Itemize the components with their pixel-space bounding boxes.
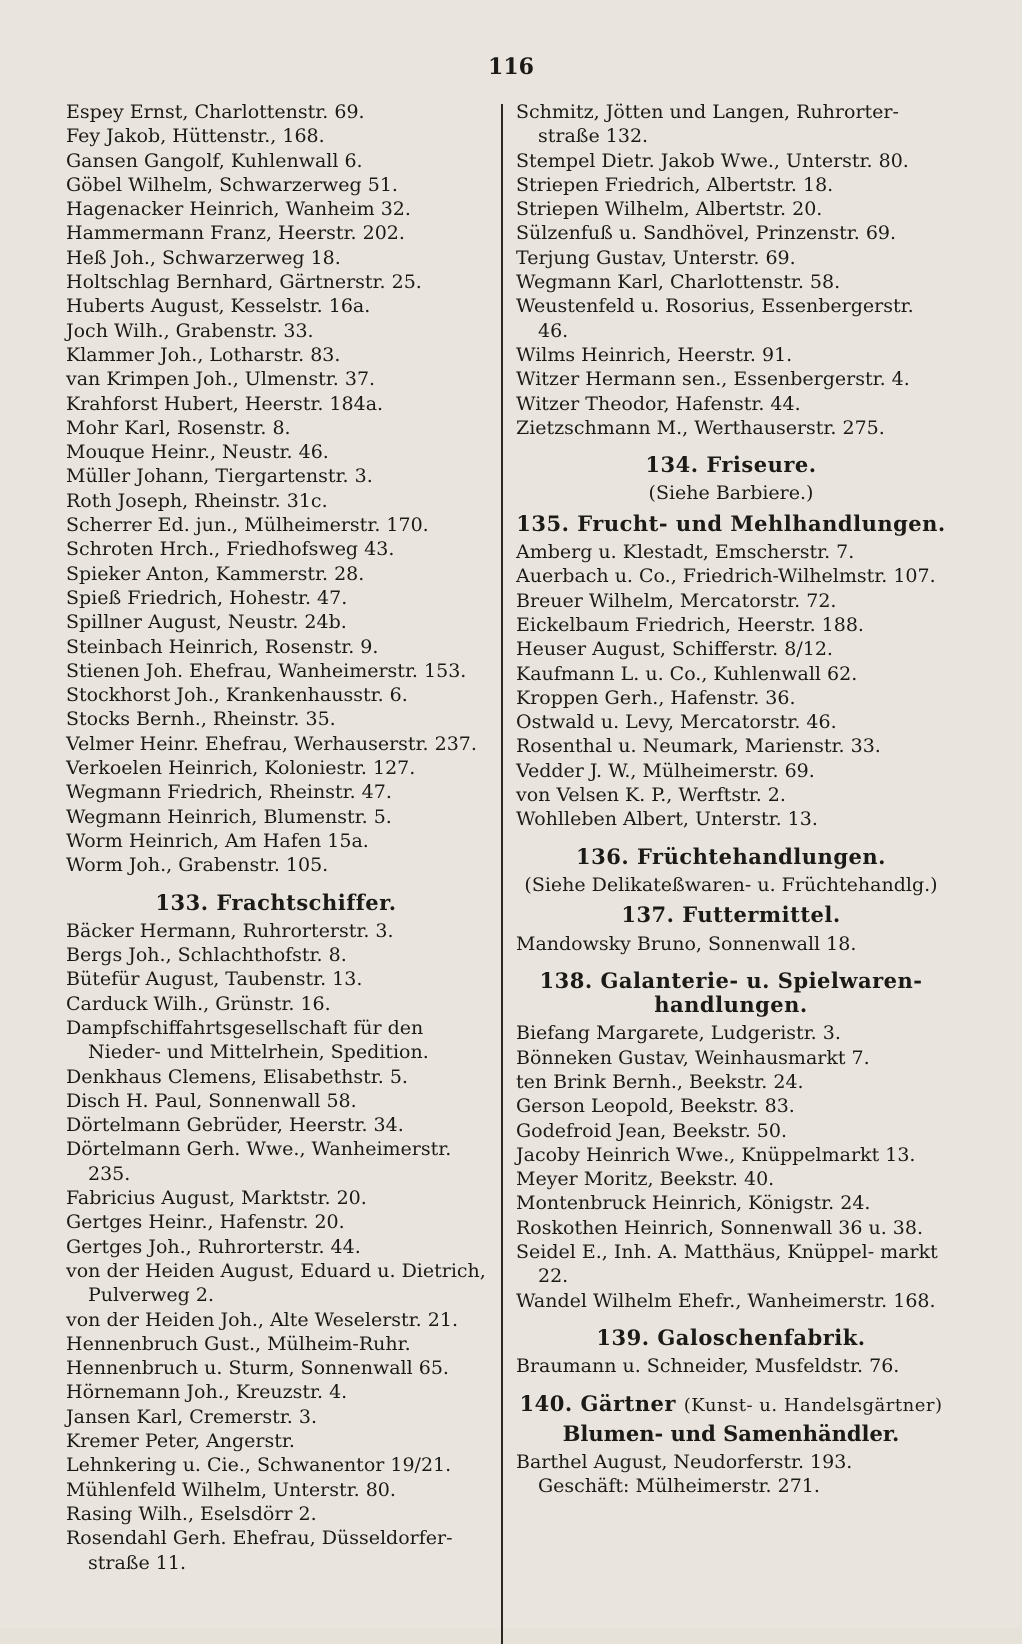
- section-137-list: [516, 932, 946, 956]
- directory-entry: Hammermann Franz, Heerstr. 202.: [66, 222, 405, 245]
- directory-entry: Kroppen Gerh., Hafenstr. 36.: [516, 686, 796, 709]
- directory-entry: Disch H. Paul, Sonnenwall 58.: [66, 1089, 357, 1112]
- directory-entry: Witzer Hermann sen., Essenbergerstr. 4.: [516, 368, 910, 391]
- directory-entry: ten Brink Bernh., Beekstr. 24.: [516, 1070, 804, 1093]
- directory-entry: Fabricius August, Marktstr. 20.: [66, 1187, 367, 1210]
- directory-entry: Seidel E., Inh. A. Matthäus, Knüppel- markt 22.: [516, 1241, 938, 1288]
- directory-entry: Weustenfeld u. Rosorius, Essenbergerstr. 46.: [516, 295, 914, 342]
- directory-entry: Göbel Wilhelm, Schwarzerweg 51.: [66, 173, 398, 196]
- directory-entry: Wegmann Friedrich, Rheinstr. 47.: [66, 781, 392, 804]
- directory-entry: Schroten Hrch., Friedhofsweg 43.: [66, 538, 395, 561]
- directory-entry: Bönneken Gustav, Weinhausmarkt 7.: [516, 1046, 870, 1069]
- directory-entry: Krahforst Hubert, Heerstr. 184a.: [66, 392, 384, 415]
- directory-entry: Bütefür August, Taubenstr. 13.: [66, 968, 363, 991]
- directory-entry: von Velsen K. P., Werftstr. 2.: [516, 784, 786, 807]
- directory-entry: Worm Heinrich, Am Hafen 15a.: [66, 829, 369, 852]
- section-135-title: 135. Frucht- und Mehlhandlungen.: [516, 510, 946, 536]
- directory-entry: Schmitz, Jötten und Langen, Ruhrorter- straße 132.: [516, 101, 899, 148]
- directory-entry: Rasing Wilh., Eselsdörr 2.: [66, 1502, 317, 1525]
- directory-entry: Lehnkering u. Cie., Schwanentor 19/21.: [66, 1454, 452, 1477]
- directory-entry: Stocks Bernh., Rheinstr. 35.: [66, 708, 336, 731]
- section-134-title: 134. Friseure.: [645, 452, 817, 478]
- section-140-title: [516, 1392, 946, 1418]
- directory-entry: Mandowsky Bruno, Sonnenwall 18.: [516, 932, 857, 955]
- section-136-note: (Siehe Delikateßwaren- u. Früchtehandlg.): [524, 873, 938, 896]
- section-136-title: 136. Früchtehandlungen.: [576, 843, 886, 869]
- directory-entry: Striepen Friedrich, Albertstr. 18.: [516, 173, 834, 196]
- directory-entry: Spillner August, Neustr. 24b.: [66, 611, 347, 634]
- directory-entry: Gansen Gangolf, Kuhlenwall 6.: [66, 149, 363, 172]
- section-140-subtitle: Blumen- und Samenhändler.: [562, 1420, 900, 1446]
- section-133-list: [66, 919, 486, 1575]
- directory-entry: Striepen Wilhelm, Albertstr. 20.: [516, 198, 823, 221]
- directory-entry: Denkhaus Clemens, Elisabethstr. 5.: [66, 1065, 408, 1088]
- section-139-list: [516, 1354, 946, 1378]
- section-137-title: 137. Futtermittel.: [621, 902, 841, 928]
- directory-entry: Kaufmann L. u. Co., Kuhlenwall 62.: [516, 662, 858, 685]
- directory-entry: von der Heiden Joh., Alte Weselerstr. 21.: [66, 1308, 458, 1331]
- column-divider: [501, 104, 503, 1644]
- directory-entry: Gertges Heinr., Hafenstr. 20.: [66, 1211, 345, 1234]
- left-column: [66, 100, 486, 1575]
- directory-entry: Dampfschiffahrtsgesellschaft für den Nieder- und Mittelrhein, Spedition.: [66, 1016, 429, 1064]
- directory-entry: Braumann u. Schneider, Musfeldstr. 76.: [516, 1355, 900, 1378]
- directory-entry: Espey Ernst, Charlottenstr. 69.: [66, 101, 365, 123]
- directory-entry: Huberts August, Kesselstr. 16a.: [66, 295, 371, 318]
- directory-entry: Joch Wilh., Grabenstr. 33.: [66, 319, 314, 342]
- directory-entry: Hörnemann Joh., Kreuzstr. 4.: [66, 1381, 348, 1404]
- directory-entry: Wegmann Karl, Charlottenstr. 58.: [516, 271, 841, 294]
- directory-entry: Mühlenfeld Wilhelm, Unterstr. 80.: [66, 1478, 396, 1501]
- page-number: 116: [488, 54, 534, 80]
- directory-entry: Montenbruck Heinrich, Königstr. 24.: [516, 1192, 871, 1215]
- directory-entry: Auerbach u. Co., Friedrich-Wilhelmstr. 107.: [516, 565, 936, 588]
- directory-entry: Worm Joh., Grabenstr. 105.: [66, 854, 329, 877]
- directory-entry: Witzer Theodor, Hafenstr. 44.: [516, 392, 801, 415]
- directory-entry: Rosendahl Gerh. Ehefrau, Düsseldorfer- straße 11.: [66, 1527, 453, 1574]
- section-140-list: [516, 1450, 946, 1499]
- directory-entry: Heß Joh., Schwarzerweg 18.: [66, 246, 341, 269]
- directory-entry: Vedder J. W., Mülheimerstr. 69.: [516, 759, 815, 782]
- directory-entry: Godefroid Jean, Beekstr. 50.: [516, 1119, 788, 1142]
- directory-entry: Müller Johann, Tiergartenstr. 3.: [66, 465, 373, 488]
- directory-entry: Ostwald u. Levy, Mercatorstr. 46.: [516, 711, 837, 734]
- directory-entry: Carduck Wilh., Grünstr. 16.: [66, 992, 331, 1015]
- directory-entry: Meyer Moritz, Beekstr. 40.: [516, 1168, 775, 1191]
- directory-entry: Hennenbruch Gust., Mülheim-Ruhr.: [66, 1332, 411, 1355]
- directory-entry: Terjung Gustav, Unterstr. 69.: [516, 246, 796, 269]
- section-135-list: [516, 540, 946, 832]
- directory-entry: Sülzenfuß u. Sandhövel, Prinzenstr. 69.: [516, 222, 897, 245]
- directory-entry: Bäcker Hermann, Ruhrorterstr. 3.: [66, 919, 394, 942]
- directory-entry: Eickelbaum Friedrich, Heerstr. 188.: [516, 613, 864, 636]
- directory-entry: Velmer Heinr. Ehefrau, Werhauserstr. 237.: [66, 732, 477, 755]
- directory-entry: Heuser August, Schifferstr. 8/12.: [516, 638, 833, 661]
- directory-entry: Barthel August, Neudorferstr. 193. Geschäft: Mülheimerstr. 271.: [516, 1451, 853, 1498]
- directory-entry: Rosenthal u. Neumark, Marienstr. 33.: [516, 735, 881, 758]
- right-column: [516, 100, 946, 1499]
- directory-entry: Fey Jakob, Hüttenstr., 168.: [66, 125, 325, 148]
- directory-entry: Gerson Leopold, Beekstr. 83.: [516, 1095, 795, 1118]
- right-entry-list: [516, 100, 946, 440]
- directory-entry: Verkoelen Heinrich, Koloniestr. 127.: [66, 757, 416, 780]
- section-139-title: 139. Galoschenfabrik.: [596, 1324, 866, 1350]
- directory-entry: Klammer Joh., Lotharstr. 83.: [66, 343, 341, 366]
- directory-entry: Biefang Margarete, Ludgeristr. 3.: [516, 1022, 841, 1045]
- section-140-title-main: 140. Gärtner: [519, 1390, 676, 1416]
- directory-entry: Wilms Heinrich, Heerstr. 91.: [516, 343, 793, 366]
- directory-entry: von der Heiden August, Eduard u. Dietrich, Pulverweg 2.: [66, 1259, 486, 1307]
- section-134-note: (Siehe Barbiere.): [648, 482, 814, 505]
- directory-entry: Steinbach Heinrich, Rosenstr. 9.: [66, 635, 379, 658]
- section-138-title: 138. Galanterie- u. Spielwaren- handlungen.: [539, 967, 923, 1018]
- left-entry-list: [66, 100, 486, 878]
- directory-entry: Wegmann Heinrich, Blumenstr. 5.: [66, 805, 392, 828]
- directory-entry: Roth Joseph, Rheinstr. 31c.: [66, 489, 328, 512]
- directory-entry: Amberg u. Klestadt, Emscherstr. 7.: [516, 541, 855, 564]
- directory-entry: Breuer Wilhelm, Mercatorstr. 72.: [516, 589, 837, 612]
- directory-entry: Scherrer Ed. jun., Mülheimerstr. 170.: [66, 514, 429, 537]
- section-140-title-paren: (Kunst- u. Handelsgärtner): [683, 1394, 943, 1416]
- directory-entry: Mohr Karl, Rosenstr. 8.: [66, 416, 291, 439]
- directory-entry: Mouque Heinr., Neustr. 46.: [66, 441, 329, 464]
- directory-entry: Spieß Friedrich, Hohestr. 47.: [66, 586, 348, 609]
- directory-entry: Stienen Joh. Ehefrau, Wanheimerstr. 153.: [66, 659, 467, 682]
- section-138-list: [516, 1021, 946, 1313]
- directory-entry: Dörtelmann Gebrüder, Heerstr. 34.: [66, 1114, 404, 1137]
- directory-entry: Jansen Karl, Cremerstr. 3.: [66, 1405, 318, 1428]
- directory-entry: Hennenbruch u. Sturm, Sonnenwall 65.: [66, 1357, 449, 1380]
- directory-entry: Gertges Joh., Ruhrorterstr. 44.: [66, 1235, 361, 1258]
- directory-entry: Holtschlag Bernhard, Gärtnerstr. 25.: [66, 271, 422, 294]
- directory-entry: Roskothen Heinrich, Sonnenwall 36 u. 38.: [516, 1216, 924, 1239]
- directory-entry: Zietzschmann M., Werthauserstr. 275.: [516, 416, 885, 439]
- directory-entry: Dörtelmann Gerh. Wwe., Wanheimerstr. 235.: [66, 1138, 452, 1185]
- directory-entry: Wandel Wilhelm Ehefr., Wanheimerstr. 168.: [516, 1289, 936, 1312]
- section-133-title: 133. Frachtschiffer.: [155, 889, 397, 915]
- directory-entry: Stempel Dietr. Jakob Wwe., Unterstr. 80.: [516, 149, 909, 172]
- directory-entry: Bergs Joh., Schlachthofstr. 8.: [66, 944, 347, 967]
- directory-entry: Hagenacker Heinrich, Wanheim 32.: [66, 198, 411, 221]
- directory-entry: Kremer Peter, Angerstr.: [66, 1430, 295, 1453]
- directory-entry: Spieker Anton, Kammerstr. 28.: [66, 562, 365, 585]
- directory-entry: Wohlleben Albert, Unterstr. 13.: [516, 808, 818, 831]
- directory-entry: Stockhorst Joh., Krankenhausstr. 6.: [66, 684, 408, 707]
- directory-entry: van Krimpen Joh., Ulmenstr. 37.: [66, 368, 376, 391]
- directory-entry: Jacoby Heinrich Wwe., Knüppelmarkt 13.: [516, 1143, 916, 1166]
